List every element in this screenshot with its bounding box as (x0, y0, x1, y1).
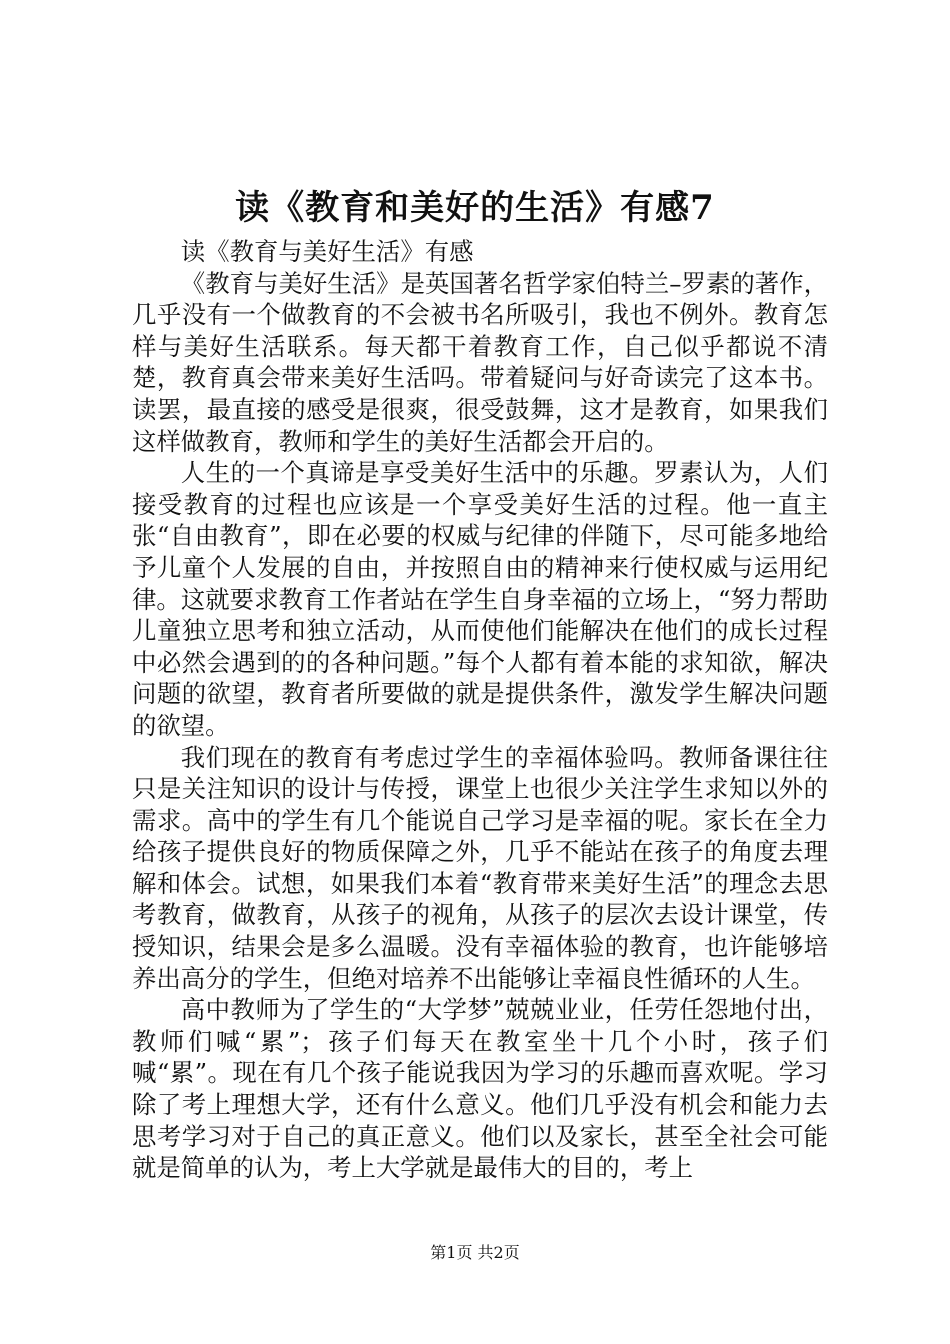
paragraph-subtitle: 读《教育与美好生活》有感 (180, 237, 474, 266)
document-title: 读《教育和美好的生活》有感7 (235, 188, 715, 228)
document-body (132, 236, 828, 1184)
paragraph: 我们现在的教育有考虑过学生的幸福体验吗。教师备课往往只是关注知识的设计与传授，课堂上也很少关注学生求知以外的需求。高中的学生有几个能说自己学习是幸福的呢。家长在全力给孩子提供良好的物质保障之外，几乎不能站在孩子的角度去理解和体会。试想，如果我们本着“教育带来美好生活”的理念去思考教育，做教育，从孩子的视角，从孩子的层次去设计课堂，传授知识，结果会是多么温暖。没有幸福体验的教育，也许能够培养出高分的学生，但绝对培养不出能够让幸福良性循环的人生。 (132, 742, 828, 993)
paragraph: 高中教师为了学生的“大学梦”兢兢业业，任劳任怨地付出，教师们喊“累”；孩子们每天在教室坐十几个小时，孩子们喊“累”。现在有几个孩子能说我因为学习的乐趣而喜欢呢。学习除了考上理想大学，还有什么意义。他们几乎没有机会和能力去思考学习对于自己的真正意义。他们以及家长，甚至全社会可能就是简单的认为，考上大学就是最伟大的目的，考上 (132, 995, 828, 1183)
paragraph: 《教育与美好生活》是英国著名哲学家伯特兰–罗素的著作，几乎没有一个做教育的不会被书名所吸引，我也不例外。教育怎样与美好生活联系。每天都干着教育工作，自己似乎都说不清楚，教育真会带来美好生活吗。带着疑问与好奇读完了这本书。读罢，最直接的感受是很爽，很受鼓舞，这才是教育，如果我们这样做教育，教师和学生的美好生活都会开启的。 (132, 268, 828, 456)
page-number-footer: 第1页 共2页 (430, 1243, 520, 1262)
paragraph: 人生的一个真谛是享受美好生活中的乐趣。罗素认为，人们接受教育的过程也应该是一个享受美好生活的过程。他一直主张“自由教育”，即在必要的权威与纪律的伴随下，尽可能多地给予儿童个人发展的自由，并按照自由的精神来行使权威与运用纪律。这就要求教育工作者站在学生自身幸福的立场上，“努力帮助儿童独立思考和独立活动，从而使他们能解决在他们的成长过程中必然会遇到的的各种问题。”每个人都有着本能的求知欲，解决问题的欲望，教育者所要做的就是提供条件，激发学生解决问题的欲望。 (132, 458, 828, 740)
